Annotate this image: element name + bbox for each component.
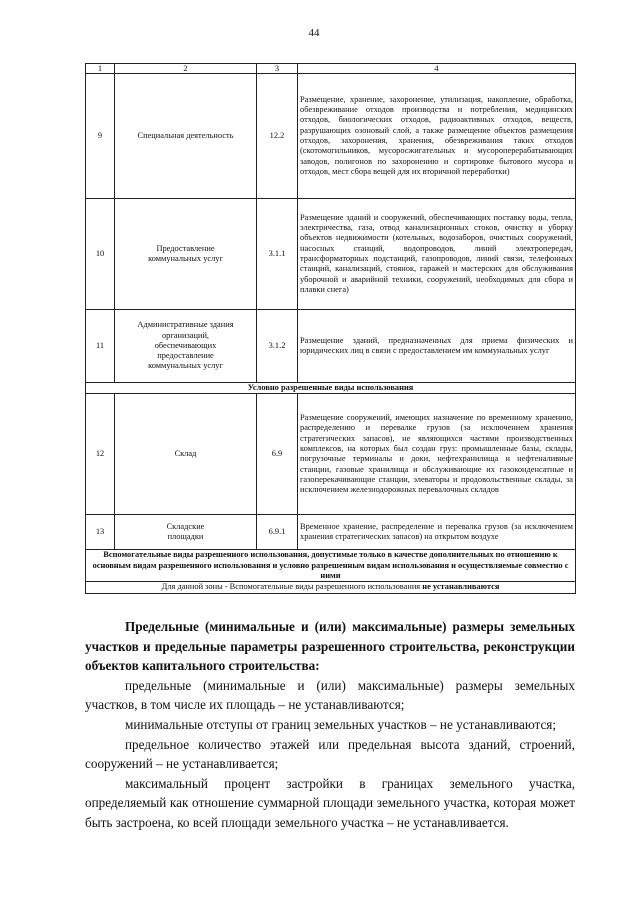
table-row — [86, 74, 576, 199]
use-code: 3.1.2 — [257, 310, 298, 383]
land-use-table — [85, 63, 576, 594]
use-description: Размещение, хранение, захоронение, утилизация, накопление, обработка, обезвреживание отходов производства и потребления, медицинских отходов, биологических отходов, радиоактивных отходов, веществ, разрушающих озоновый слой, а также размещение объектов размещения отходов, захоронения, хранения, обезвреживания таких отходов (скотомогильников, мусоросжигательных и мусороперерабатывающих заводов, полигонов по захоронению и сортировке бытового мусора и отходов, мест сбора вещей для их вторичной переработки) — [298, 74, 576, 199]
auxiliary-note — [86, 582, 576, 593]
use-name: Склад — [115, 394, 257, 515]
use-code: 3.1.1 — [257, 199, 298, 310]
paragraph-floors-height: предельное количество этажей или предельная высота зданий, строений, сооружений – не устанавливается; — [85, 736, 575, 772]
table-row — [86, 310, 576, 383]
parameters-heading: Предельные (минимальные и (или) максимальные) размеры земельных участков и предельные параметры разрешенного строительства, реконструкции объектов капитального строительства: — [85, 619, 575, 674]
header-cell: 4 — [298, 64, 576, 74]
use-description: Размещение сооружений, имеющих назначение по временному хранению, распределению и перевалке грузов (за исключением хранения стратегических запасов), не являющихся частями производственных комплексов, на которых был создан груз: промышленные базы, склады, погрузочные терминалы и доки, нефтехранилища и нефтеналивные станции, газовые хранилища и обслуживающие их газоконденсатные и газоперекачивающие станции, элеваторы и продовольственные склады, за исключением железнодорожных перевалочных складов — [298, 394, 576, 515]
row-number: 10 — [86, 199, 115, 310]
paragraph-plot-size: предельные (минимальные и (или) максимальные) размеры земельных участков, в том числе их площадь – не устанавливаются; — [85, 677, 575, 713]
use-name: Предоставление коммунальных услуг — [115, 199, 257, 310]
table-row — [86, 394, 576, 515]
row-number: 11 — [86, 310, 115, 383]
section-row — [86, 383, 576, 394]
use-description: Временное хранение, распределение и перевалка грузов (за исключением хранения стратегических запасов) на открытом воздухе — [298, 515, 576, 550]
row-number: 9 — [86, 74, 115, 199]
table-row — [86, 582, 576, 593]
table-header-row — [86, 64, 576, 74]
section-auxiliary-title: Вспомогательные виды разрешенного использования, допустимые только в качестве дополнительных по отношению к основным видам разрешенного использования и условно разрешенным видам использования и осуществляемые совместно с ними — [86, 550, 576, 582]
table-row — [86, 515, 576, 550]
section-row — [86, 550, 576, 582]
row-number: 12 — [86, 394, 115, 515]
use-code: 12.2 — [257, 74, 298, 199]
use-code: 6.9.1 — [257, 515, 298, 550]
auxiliary-note-prefix: Для данной зоны - Вспомогательные виды разрешенного использования — [161, 582, 423, 592]
paragraph-building-coverage: максимальный процент застройки в границах земельного участка, определяемый как отношение суммарной площади земельного участка, которая может быть застроена, ко всей площади земельного участка – не устанавливается. — [85, 775, 575, 830]
parameters-section — [85, 617, 575, 833]
page-number: 44 — [308, 27, 320, 39]
header-cell: 1 — [86, 64, 115, 74]
header-cell: 2 — [115, 64, 257, 74]
paragraph-setbacks: минимальные отступы от границ земельных участков – не устанавливаются; — [125, 716, 557, 732]
header-cell: 3 — [257, 64, 298, 74]
auxiliary-note-status: не устанавливаются — [422, 582, 500, 592]
section-conditional-title: Условно разрешенные виды использования — [86, 383, 576, 394]
table-row — [86, 199, 576, 310]
row-number: 13 — [86, 515, 115, 550]
use-description: Размещение зданий и сооружений, обеспечивающих поставку воды, тепла, электричества, газа, отвод канализационных стоков, очистку и уборку объектов недвижимости (котельных, водозаборов, очистных сооружений, насосных станций, водопроводов, линий электропередач, трансформаторных подстанций, газопроводов, линий связи, телефонных станций, канализаций, стоянок, гаражей и мастерских для обслуживания уборочной и аварийной техники, сооружений, необходимых для сбора и плавки снега) — [298, 199, 576, 310]
use-description: Размещение зданий, предназначенных для приема физических и юридических лиц в связи с предоставлением им коммунальных услуг — [298, 310, 576, 383]
use-name: Административные здания организаций, обеспечивающих предоставление коммунальных услуг — [115, 310, 257, 383]
use-name: Складские площадки — [115, 515, 257, 550]
use-code: 6.9 — [257, 394, 298, 515]
use-name: Специальная деятельность — [115, 74, 257, 199]
